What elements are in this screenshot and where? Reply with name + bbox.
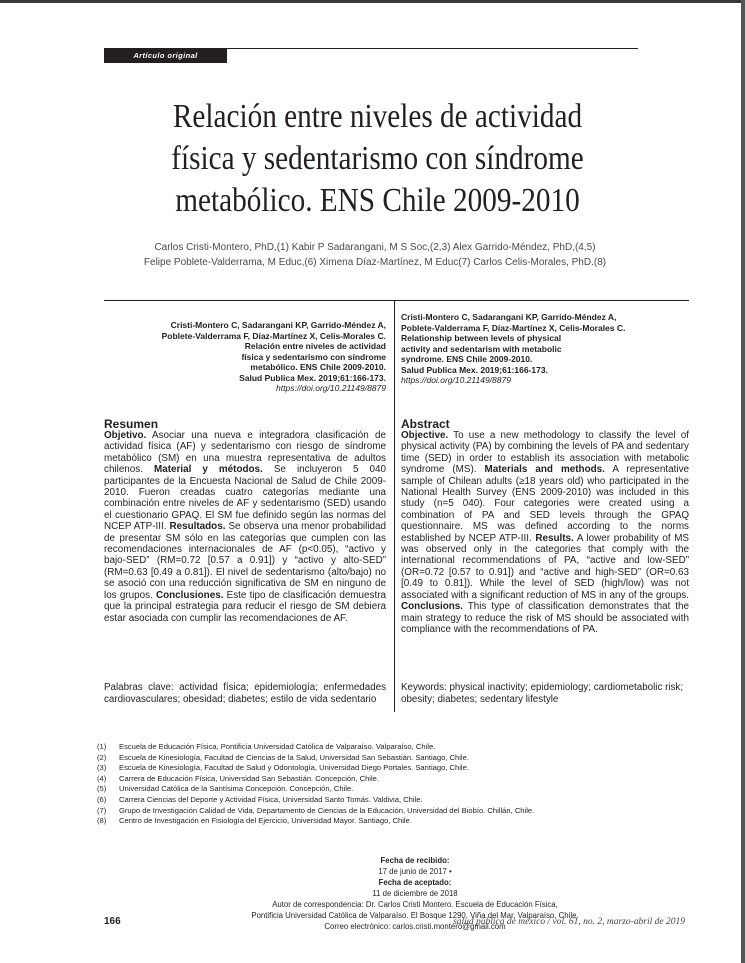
affiliation-number: (7) <box>97 805 107 815</box>
corresponding-author: Autor de correspondencia: Dr. Carlos Cristi Montero. Escuela de Educación Física, <box>272 900 558 909</box>
affiliation-number: (1) <box>97 742 107 751</box>
label-objetivo: Objetivo. <box>104 430 147 441</box>
citation-line: Poblete-Valderrama F, Díaz-Martínez X, Celis-Morales C. <box>401 322 626 333</box>
citation-line: Relación entre niveles de actividad <box>244 341 386 351</box>
article-title <box>147 96 607 222</box>
accepted-value: 11 de diciembre de 2018 <box>372 889 458 898</box>
abstract-body <box>401 430 689 635</box>
text-materials: A representative sample of Chilean adults (≥18 years old) who participated in the National Health Survey (ENS 2009-2010) was included in this study (n=5 040). Four categories were created using a combination of PA and SED levels through the GPAQ questionnaire. MS was defined according to the norms established by NCEP ATP-III. <box>401 464 690 544</box>
abstract-heading: Abstract <box>401 417 450 431</box>
label-objective: Objective. <box>401 430 449 441</box>
affiliation-item <box>97 784 657 795</box>
citation-line: física y sedentarismo con síndrome <box>241 351 386 362</box>
affiliation-item <box>97 763 657 774</box>
citation-line: Cristi-Montero C, Sadarangani KP, Garrido-Méndez A, <box>401 312 617 322</box>
column-divider <box>394 300 395 712</box>
abstract-section <box>401 418 689 635</box>
label-conclusiones: Conclusiones. <box>155 589 224 601</box>
affiliation-number: (5) <box>97 784 107 794</box>
affiliation-text: Grupo de Investigación Calidad de Vida, Departamento de Ciencias de la Educación, Universidad del Biobío. Chillán, Chile. <box>119 805 535 815</box>
page-number: 166 <box>104 916 121 927</box>
citation-english <box>401 312 689 386</box>
affiliation-text: Escuela de Kinesiología, Facultad de Ciencias de la Salud, Universidad San Sebastián. Santiago, Chile. <box>119 752 469 762</box>
abstract-top-rule <box>104 300 689 301</box>
doi-link[interactable]: https://doi.org/10.21149/8879 <box>276 383 386 393</box>
resumen-body <box>104 430 386 624</box>
received-label: Fecha de recibido: <box>380 856 450 865</box>
citation-spanish <box>104 320 386 394</box>
title-line: física y sedentarismo con síndrome <box>171 140 584 177</box>
keywords-spanish: Palabras clave: actividad física; epidemiología; enfermedades cardiovasculares; obesidad; diabetes; estilo de vida sedentario <box>104 682 386 705</box>
text-objetivo: Asociar una nueva e integradora clasificación de actividad física (AF) y sedentarismo con riesgo de síndrome metabólico (SM) en una muestra representativa de adultos chilenos. <box>104 430 386 476</box>
affiliation-item <box>97 806 657 817</box>
affiliation-number: (4) <box>97 773 107 783</box>
text-results: A lower probability of MS was observed only in the categories that comply with the international recommendations of PA, “active and low-SED” (OR=0.72 [0.57 to 0.91]) and “active and high-SED” (OR=0.63 [0.49 to 0.81]). While the level of SED (high/low) was not associated with a significant reduction of MS in any of the groups. <box>401 532 690 601</box>
doi-link[interactable]: https://doi.org/10.21149/8879 <box>401 375 511 385</box>
text-conclusions: This type of classification demonstrates that the main strategy to reduce the risk of MS should be associated with compliance with the recommendations of PA. <box>401 601 689 635</box>
affiliations-list <box>97 742 657 827</box>
affiliation-text: Carrera Ciencias del Deporte y Actividad Física, Universidad Santo Tomás. Valdivia, Chile. <box>119 794 423 804</box>
author-list <box>100 240 650 270</box>
citation-line: Poblete-Valderrama F, Díaz-Martínez X, Celis-Morales C. <box>161 330 386 341</box>
affiliation-text: Universidad Católica de la Santísima Concepción. Concepción, Chile. <box>119 784 354 794</box>
text-material: Se incluyeron 5 040 participantes de la Encuesta Nacional de Salud de Chile 2009-2010. Fueron creadas cuatro categorías mediante una combinación entre niveles de AF y sedentarismo (SED) usando el cuestionario GPAQ. El SM fue definido según las normas del NCEP ATP-III. <box>104 464 386 533</box>
affiliation-text: Escuela de Kinesiología, Facultad de Salud y Odontología, Universidad Diego Portales. Santiago, Chile. <box>119 763 469 773</box>
accepted-label: Fecha de aceptado: <box>378 878 452 887</box>
citation-line: Salud Publica Mex. 2019;61:166-173. <box>401 364 548 375</box>
affiliation-number: (8) <box>97 816 107 826</box>
title-line: Relación entre niveles de actividad <box>172 98 583 135</box>
label-materials: Materials and methods. <box>484 464 605 476</box>
citation-line: Salud Publica Mex. 2019;61:166-173. <box>239 372 386 383</box>
affiliation-item <box>97 816 657 827</box>
resumen-section <box>104 418 386 624</box>
affiliation-item <box>97 753 657 764</box>
text-resultados: Se observa una menor probabilidad de presentar SM sólo en las categorías que cumplen con las recomendaciones internacionales de AF (p<0.05), “activo y bajo-SED” (RM=0.72 [0.57 a 0.91]) y “activo y alto-SED” (RM=0.63 [0.49 a 0.81]). El nivel de sedentarismo (alto/bajo) no se asoció con una reducción significativa de SM en ninguno de los grupos. <box>104 521 386 601</box>
citation-line: syndrome. ENS Chile 2009-2010. <box>401 354 533 364</box>
right-edge-border <box>741 0 745 963</box>
citation-line: activity and sedentarism with metabolic <box>401 343 562 354</box>
affiliation-item <box>97 795 657 806</box>
label-results: Results. <box>535 532 574 544</box>
corresponding-email[interactable]: Correo electrónico: carlos.cristi.montero@gmail.com <box>324 922 506 931</box>
affiliation-text: Escuela de Educación Física, Pontificia Universidad Católica de Valparaíso. Valparaíso, Chile. <box>119 742 436 751</box>
label-material: Material y métodos. <box>154 464 263 476</box>
affiliation-text: Carrera de Educación Física, Universidad San Sebastián. Concepción, Chile. <box>119 773 380 783</box>
text-conclusiones: Este tipo de clasificación demuestra que la principal estrategia para reducir el riesgo de SM debiera estar asociada con cumplir las recomendaciones de AF. <box>104 589 386 624</box>
section-label: Artículo original <box>104 49 227 63</box>
citation-line: metabólico. ENS Chile 2009-2010. <box>250 362 386 372</box>
journal-reference: salud pública de méxico / vol. 61, no. 2, marzo-abril de 2019 <box>453 917 685 927</box>
affiliation-text: Centro de Investigación en Fisiología del Ejercicio, Universidad Mayor. Santiago, Chile. <box>119 816 412 826</box>
received-value: 17 de junio de 2017 • <box>378 867 452 876</box>
affiliation-item <box>97 774 657 785</box>
text-objective: To use a new methodology to classify the level of physical activity (PA) by combining the levels of PA and sedentary time (SED) in order to establish its association with metabolic syndrome (MS). <box>401 430 689 476</box>
citation-line: Relationship between levels of physical <box>401 333 562 343</box>
affiliation-number: (3) <box>97 763 107 773</box>
label-conclusions: Conclusions. <box>401 601 463 613</box>
keywords-english: Keywords: physical inactivity; epidemiology; cardiometabolic risk; obesity; diabetes; sedentary lifestyle <box>401 682 684 705</box>
dates-line <box>180 855 650 899</box>
affiliation-item <box>97 742 657 753</box>
resumen-heading: Resumen <box>104 417 159 431</box>
top-border <box>0 0 745 3</box>
affiliation-number: (6) <box>97 794 107 804</box>
author-line: Felipe Poblete-Valderrama, M Educ,(6) Ximena Díaz-Martínez, M Educ(7) Carlos Celis-Morales, PhD.(8) <box>143 257 607 268</box>
label-resultados: Resultados. <box>169 521 226 533</box>
citation-line: Cristi-Montero C, Sadarangani KP, Garrido-Méndez A, <box>170 320 386 330</box>
affiliation-number: (2) <box>97 752 107 762</box>
title-line: metabólico. ENS Chile 2009-2010 <box>175 182 580 219</box>
corresponding-address: Pontificia Universidad Católica de Valparaíso. El Bosque 1290, Viña del Mar, Valparaíso, Chile. <box>251 911 579 920</box>
author-line: Carlos Cristi-Montero, PhD,(1) Kabir P Sadarangani, M S Soc,(2,3) Alex Garrido-Méndez, PhD,(4,5) <box>154 242 596 253</box>
